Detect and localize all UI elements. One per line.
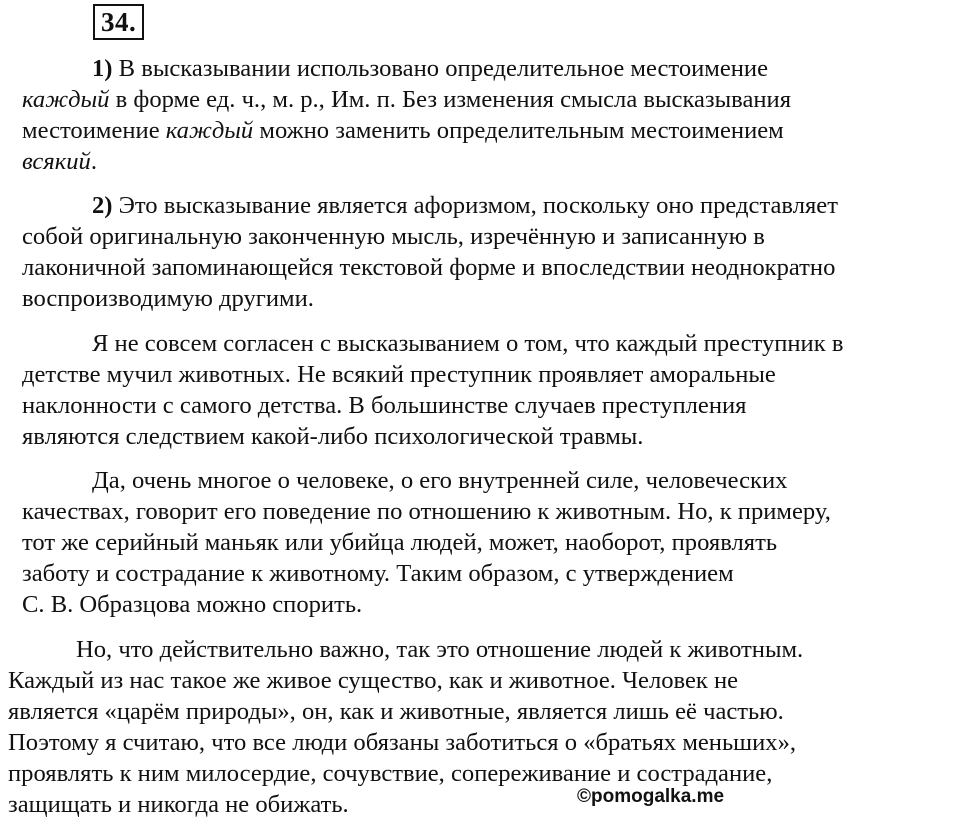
site-watermark: ©pomogalka.me [577, 786, 725, 807]
paragraph-line [22, 190, 942, 221]
paragraph-line: качествах, говорит его поведение по отношению к животным. Но, к примеру, [22, 498, 831, 525]
answer-paragraph-1 [22, 53, 942, 177]
paragraph-line: наклонности с самого детства. В большинстве случаев преступления [22, 392, 747, 419]
paragraph-line [22, 146, 942, 177]
text-span: В высказывании использовано определительное местоимение [112, 55, 768, 82]
paragraph-line: является «царём природы», он, как и животные, является лишь её частью. [8, 698, 784, 725]
paragraph-line [22, 115, 942, 146]
paragraph-line: Поэтому я считаю, что все люди обязаны заботиться о «братьях меньших», [8, 729, 797, 756]
answer-paragraph-4 [22, 465, 942, 620]
paragraph-line: являются следствием какой-либо психологической травмы. [22, 423, 644, 450]
item-marker: 2) [92, 192, 113, 219]
exercise-number-box [93, 4, 144, 40]
answer-paragraph-5 [8, 634, 948, 820]
italic-word: каждый [165, 117, 254, 144]
paragraph-line: С. В. Образцова можно спорить. [22, 591, 363, 618]
paragraph-line: Каждый из нас такое же живое существо, как и животное. Человек не [8, 667, 739, 694]
paragraph-line: заботу и сострадание к животному. Таким образом, с утверждением [22, 560, 734, 587]
paragraph-line: детстве мучил животных. Не всякий преступник проявляет аморальные [22, 361, 776, 388]
exercise-number: 34. [101, 7, 137, 37]
paragraph-line: воспроизводимую другими. [22, 285, 314, 312]
italic-word: всякий [22, 148, 91, 175]
paragraph-line [22, 84, 942, 115]
paragraph-line: Я не совсем согласен с высказыванием о том, что каждый преступник в [92, 330, 844, 357]
paragraph-line: защищать и никогда не обижать. [8, 791, 349, 818]
text-span: можно заменить определительным местоимением [253, 117, 784, 144]
paragraph-line: Да, очень многое о человеке, о его внутренней силе, человеческих [92, 467, 788, 494]
paragraph-line: собой оригинальную законченную мысль, изречённую и записанную в [22, 223, 765, 250]
text-span: . [90, 148, 97, 175]
paragraph-line: проявлять к ним милосердие, сочувствие, сопереживание и сострадание, [8, 760, 773, 787]
text-span: Это высказывание является афоризмом, поскольку оно представляет [112, 192, 838, 219]
item-marker: 1) [92, 55, 113, 82]
italic-word: каждый [22, 86, 110, 113]
paragraph-line: тот же серийный маньяк или убийца людей, может, наоборот, проявлять [22, 529, 778, 556]
answer-paragraph-2 [22, 190, 942, 314]
paragraph-line: Но, что действительно важно, так это отношение людей к животным. [76, 636, 804, 663]
paragraph-line: лаконичной запоминающейся текстовой форме и впоследствии неоднократно [22, 254, 836, 281]
answer-paragraph-3 [22, 328, 942, 452]
paragraph-line [22, 53, 942, 84]
text-span: местоимение [22, 117, 166, 144]
text-span: в форме ед. ч., м. р., Им. п. Без изменения смысла высказывания [109, 86, 792, 113]
